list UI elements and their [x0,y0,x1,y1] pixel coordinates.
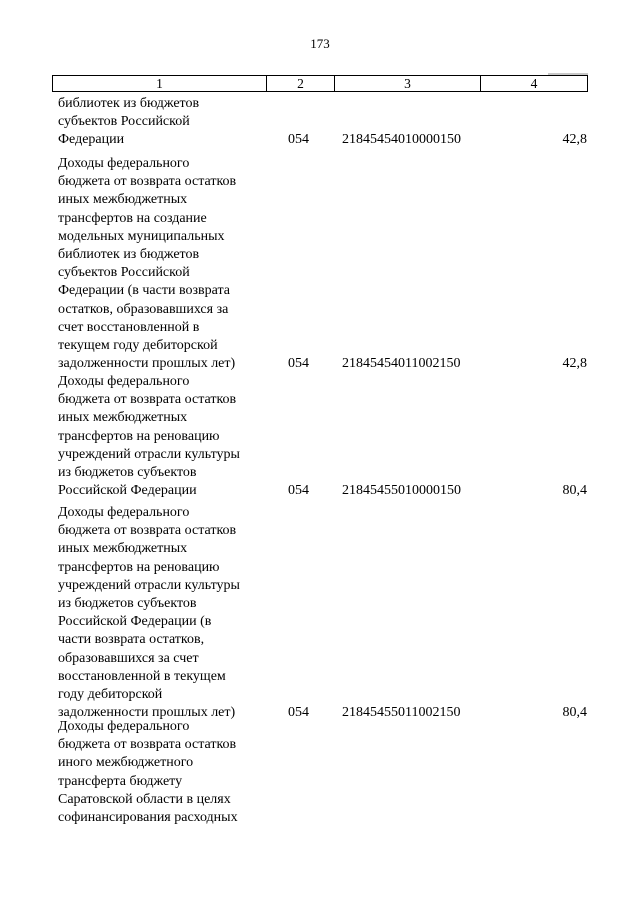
description-line: иных межбюджетных [58,541,188,557]
description-line: из бюджетов субъектов [58,464,197,480]
table-header [52,75,588,92]
description-line: иного межбюджетного [58,755,194,771]
description-line: из бюджетов субъектов [58,595,197,611]
amount: 80,4 [562,483,587,499]
description-line: библиотек из бюджетов [58,246,200,262]
admin-code: 054 [288,132,309,148]
description-line: софинансирования расходных [58,809,238,825]
amount: 42,8 [562,356,587,372]
description-line: учреждений отрасли культуры [58,577,240,593]
row-description [58,155,262,373]
description-line: восстановленной в текущем [58,668,226,684]
column-header-3: 3 [335,76,481,91]
description-line: текущем году дебиторской [58,337,218,353]
description-line: Саратовской области в целях [58,791,231,807]
description-line: Доходы федерального [58,505,190,520]
description-line: образовавшихся за счет [58,650,199,666]
description-line: Доходы федерального [58,374,190,389]
row-description [58,504,262,722]
budget-classification-code: 21845455011002150 [342,705,461,721]
description-line: остатков, образовавшихся за [58,301,229,317]
admin-code: 054 [288,483,309,499]
description-line: бюджета от возврата остатков [58,737,237,753]
description-line: библиотек из бюджетов [58,96,200,111]
description-line: трансферта бюджету [58,773,183,789]
column-header-4: 4 [530,76,538,91]
admin-code: 054 [288,705,309,721]
page-number: 173 [310,36,330,51]
amount: 80,4 [562,705,587,721]
description-line: субъектов Российской [58,265,190,281]
amount: 42,8 [562,132,587,148]
admin-code: 054 [288,356,309,372]
description-line: Доходы федерального [58,156,190,171]
budget-classification-code: 21845455010000150 [342,483,461,499]
description-line: трансфертов на создание [58,210,207,226]
row-description [58,373,262,500]
description-line: Федерации [58,132,125,148]
description-line: Федерации (в части возврата [58,283,230,299]
description-line: задолженности прошлых лет) [58,705,236,721]
description-line: Доходы федерального [58,719,190,734]
column-header-2: 2 [267,76,335,91]
column-header-1: 1 [53,76,267,91]
budget-classification-code: 21845454011002150 [342,356,461,372]
row-description [58,95,262,150]
description-line: счет восстановленной в [58,319,200,335]
description-line: году дебиторской [58,686,163,702]
budget-classification-code: 21845454010000150 [342,132,461,148]
description-line: учреждений отрасли культуры [58,446,240,462]
description-line: Российской Федерации [58,483,197,499]
description-line: модельных муниципальных [58,228,225,244]
description-line: задолженности прошлых лет) [58,356,236,372]
description-line: иных межбюджетных [58,410,188,426]
description-line: бюджета от возврата остатков [58,174,237,190]
description-line: трансфертов на реновацию [58,559,220,575]
description-line: иных межбюджетных [58,192,188,208]
description-line: Российской Федерации (в [58,614,212,630]
description-line: бюджета от возврата остатков [58,523,237,539]
description-line: трансфертов на реновацию [58,428,220,444]
description-line: субъектов Российской [58,114,190,130]
description-line: бюджета от возврата остатков [58,392,237,408]
description-line: части возврата остатков, [58,632,205,648]
row-description [58,718,262,827]
